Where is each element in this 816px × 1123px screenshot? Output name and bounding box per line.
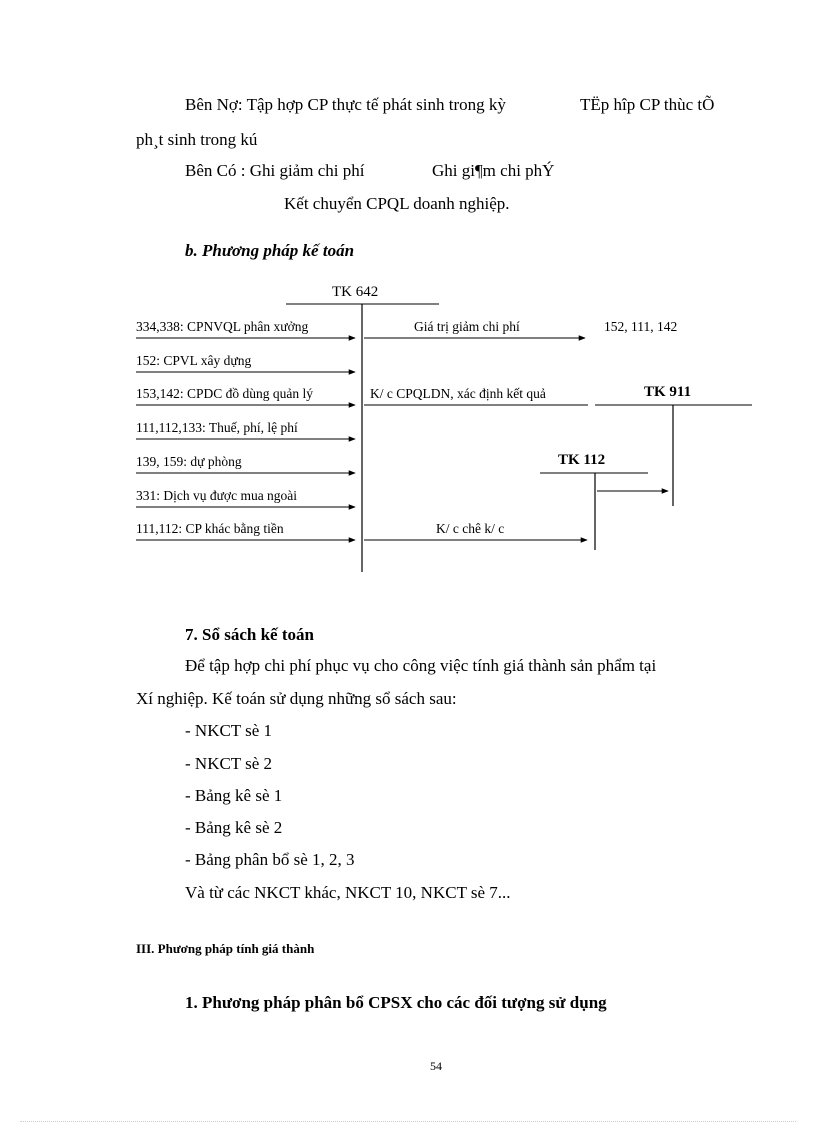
debit-side-label: Bên Nợ: Tập hợp CP thực tế phát sinh trong kỳ (185, 95, 506, 114)
credit-side-label: Bên Có : Ghi giảm chi phí (185, 161, 365, 180)
left-entry-1: 334,338: CPNVQL phân xưởng (136, 319, 309, 334)
debit-side-garbled: TËp hîp CP thùc tÕ (580, 95, 715, 114)
left-entry-7: 111,112: CP khác bằng tiền (136, 521, 284, 536)
right-entry-carry: K/ c chê k/ c (436, 521, 505, 536)
left-entry-5: 139, 159: dự phòng (136, 454, 242, 469)
left-entry-4: 111,112,133: Thuế, phí, lệ phí (136, 420, 298, 435)
tk112-label: TK 112 (558, 452, 606, 468)
section7-item-5: - Bảng phân bổ sè 1, 2, 3 (185, 850, 355, 869)
right-entry-reduction-accounts: 152, 111, 142 (604, 319, 678, 334)
right-entry-transfer: K/ c CPQLDN, xác định kết quả (370, 386, 546, 401)
debit-side-continuation: ph¸t sinh trong kú (136, 130, 258, 149)
section3-heading: III. Phương pháp tính giá thành (136, 941, 315, 956)
tk642-label: TK 642 (332, 284, 379, 300)
page-number: 54 (430, 1059, 442, 1073)
section7-intro-line2: Xí nghiệp. Kế toán sử dụng những sổ sách sau: (136, 689, 457, 708)
section7-item-3: - Bảng kê sè 1 (185, 786, 283, 805)
section-b-heading: b. Phương pháp kế toán (185, 241, 355, 260)
left-entry-2: 152: CPVL xây dựng (136, 353, 252, 368)
section7-heading: 7. Sổ sách kế toán (185, 625, 314, 644)
section7-item-1: - NKCT sè 1 (185, 721, 273, 740)
page-bottom-divider (20, 1121, 796, 1122)
section7-item-4: - Bảng kê sè 2 (185, 818, 283, 837)
section7-closing: Và từ các NKCT khác, NKCT 10, NKCT sè 7... (185, 883, 511, 902)
tk911-label: TK 911 (644, 384, 692, 400)
section7-intro-line1: Để tập hợp chi phí phục vụ cho công việc tính giá thành sản phẩm tại (185, 656, 657, 675)
left-entry-6: 331: Dịch vụ được mua ngoài (136, 488, 298, 503)
credit-side-transfer: Kết chuyển CPQL doanh nghiệp. (284, 194, 510, 213)
right-entry-reduction: Giá trị giảm chi phí (414, 319, 520, 334)
left-entry-3: 153,142: CPDC đồ dùng quản lý (136, 386, 314, 401)
subsection1-heading: 1. Phương pháp phân bổ CPSX cho các đối tượng sử dụng (185, 993, 607, 1012)
section7-item-2: - NKCT sè 2 (185, 754, 273, 773)
credit-side-garbled: Ghi gi¶m chi phÝ (432, 161, 555, 180)
